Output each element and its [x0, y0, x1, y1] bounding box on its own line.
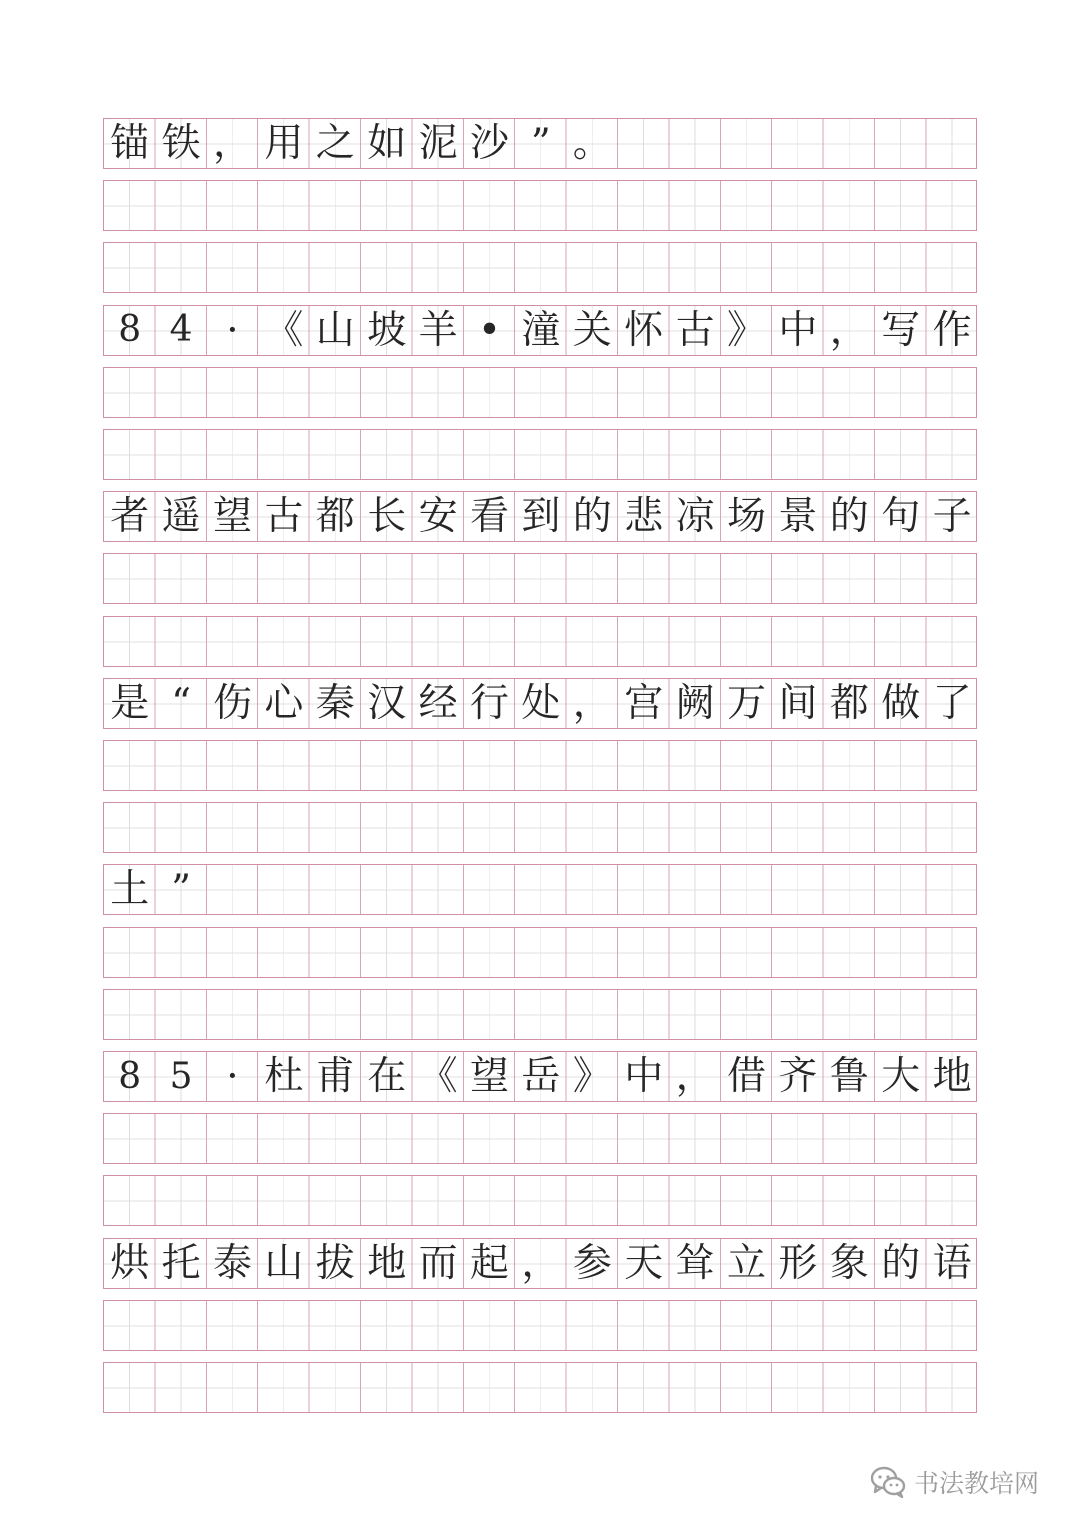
text-row	[103, 305, 977, 356]
character-cell: 的	[881, 1240, 921, 1286]
character-cell: 行	[469, 680, 509, 726]
character-cell: 岳	[521, 1054, 561, 1099]
character-cell: 写	[881, 307, 921, 353]
character-cell: 《	[418, 1054, 458, 1099]
character-cell: 。	[572, 121, 612, 166]
blank-practice-row	[103, 802, 977, 853]
character-cell: 是	[110, 680, 150, 726]
character-cell: 作	[932, 307, 972, 353]
character-cell: 5	[169, 1055, 193, 1097]
character-cell: 拔	[315, 1240, 355, 1286]
character-cell: 杜	[264, 1054, 304, 1099]
character-cell: 中	[624, 1054, 664, 1099]
character-cell: 借	[726, 1054, 766, 1099]
character-cell: 怀	[624, 307, 664, 353]
blank-practice-row	[103, 429, 977, 480]
character-cell: 泰	[212, 1240, 252, 1286]
character-cell: 山	[264, 1240, 304, 1286]
character-cell: 心	[264, 680, 304, 726]
character-cell: ”	[171, 867, 192, 913]
character-cell: 《	[264, 307, 304, 353]
character-cell: 天	[624, 1240, 664, 1286]
character-cell: 古	[264, 494, 304, 540]
character-cell: 凉	[675, 494, 715, 540]
watermark	[870, 1462, 1039, 1502]
character-cell: 安	[418, 494, 458, 540]
character-cell: 经	[418, 680, 458, 726]
character-cell: 子	[932, 494, 972, 540]
blank-practice-row	[103, 740, 977, 791]
character-cell: “	[171, 680, 192, 726]
character-cell: ·	[226, 307, 239, 353]
character-cell: 语	[932, 1240, 972, 1286]
text-row	[103, 864, 977, 915]
blank-practice-row	[103, 616, 977, 667]
character-cell: 了	[932, 680, 972, 726]
blank-practice-row	[103, 553, 977, 604]
wechat-icon	[870, 1466, 906, 1498]
character-cell: 土	[110, 867, 150, 913]
character-cell: 8	[118, 1055, 142, 1097]
character-cell: 的	[829, 494, 869, 540]
character-cell: 参	[572, 1240, 612, 1286]
character-cell: 宫	[624, 680, 664, 726]
character-cell: 用	[264, 121, 304, 166]
character-cell: 》	[572, 1054, 612, 1099]
character-cell: 者	[110, 494, 150, 540]
character-cell: 秦	[315, 680, 355, 726]
character-cell: ，	[521, 1240, 561, 1286]
character-cell: ·	[226, 1054, 239, 1099]
character-cell: 齐	[778, 1054, 818, 1099]
character-cell: 都	[829, 680, 869, 726]
character-cell: 关	[572, 307, 612, 353]
character-cell: 古	[675, 307, 715, 353]
character-cell: 泥	[418, 121, 458, 166]
character-cell: 大	[881, 1054, 921, 1099]
character-cell: 的	[572, 494, 612, 540]
character-cell: ，	[572, 680, 612, 726]
character-cell: 鲁	[829, 1054, 869, 1099]
character-cell: 长	[367, 494, 407, 540]
character-cell: 望	[469, 1054, 509, 1099]
character-cell: 做	[881, 680, 921, 726]
character-cell: •	[477, 307, 501, 353]
text-row	[103, 491, 977, 542]
character-cell: 地	[932, 1054, 972, 1099]
text-row	[103, 118, 977, 169]
blank-practice-row	[103, 242, 977, 293]
character-cell: ，	[829, 307, 869, 353]
character-cell: 之	[315, 121, 355, 166]
character-cell: 起	[469, 1240, 509, 1286]
blank-practice-row	[103, 180, 977, 231]
character-cell: ”	[530, 121, 551, 166]
blank-practice-row	[103, 989, 977, 1040]
character-cell: 耸	[675, 1240, 715, 1286]
character-cell: 句	[881, 494, 921, 540]
character-cell: 万	[726, 680, 766, 726]
character-cell: ，	[212, 121, 252, 166]
character-cell: 如	[367, 121, 407, 166]
character-cell: 景	[778, 494, 818, 540]
blank-practice-row	[103, 1300, 977, 1351]
character-cell: 立	[726, 1240, 766, 1286]
character-cell: 场	[726, 494, 766, 540]
character-cell: 在	[367, 1054, 407, 1099]
character-cell: 象	[829, 1240, 869, 1286]
character-cell: 到	[521, 494, 561, 540]
blank-practice-row	[103, 1175, 977, 1226]
blank-practice-row	[103, 367, 977, 418]
character-cell: 望	[212, 494, 252, 540]
character-cell: 悲	[624, 494, 664, 540]
character-cell: 汉	[367, 680, 407, 726]
character-cell: 4	[169, 309, 193, 351]
character-cell: 处	[521, 680, 561, 726]
blank-practice-row	[103, 1362, 977, 1413]
blank-practice-row	[103, 927, 977, 978]
character-cell: 锚	[110, 121, 150, 166]
character-cell: 间	[778, 680, 818, 726]
character-cell: 甫	[315, 1054, 355, 1099]
character-cell: 中	[778, 307, 818, 353]
character-cell: 而	[418, 1240, 458, 1286]
text-row	[103, 1238, 977, 1289]
character-cell: 山	[315, 307, 355, 353]
character-cell: 遥	[161, 494, 201, 540]
character-cell: ，	[675, 1054, 715, 1099]
character-cell: 看	[469, 494, 509, 540]
character-cell: 伤	[212, 680, 252, 726]
character-cell: 坡	[367, 307, 407, 353]
character-cell: 羊	[418, 307, 458, 353]
character-cell: 8	[118, 309, 142, 351]
character-cell: 》	[726, 307, 766, 353]
character-cell: 地	[367, 1240, 407, 1286]
character-cell: 铁	[161, 121, 201, 166]
character-cell: 烘	[110, 1240, 150, 1286]
text-row	[103, 1051, 977, 1102]
blank-practice-row	[103, 1113, 977, 1164]
character-cell: 潼	[521, 307, 561, 353]
character-cell: 形	[778, 1240, 818, 1286]
text-row	[103, 678, 977, 729]
character-cell: 托	[161, 1240, 201, 1286]
character-cell: 都	[315, 494, 355, 540]
watermark-text: 书法教培网	[914, 1469, 1040, 1498]
character-cell: 阙	[675, 680, 715, 726]
character-cell: 沙	[469, 121, 509, 166]
